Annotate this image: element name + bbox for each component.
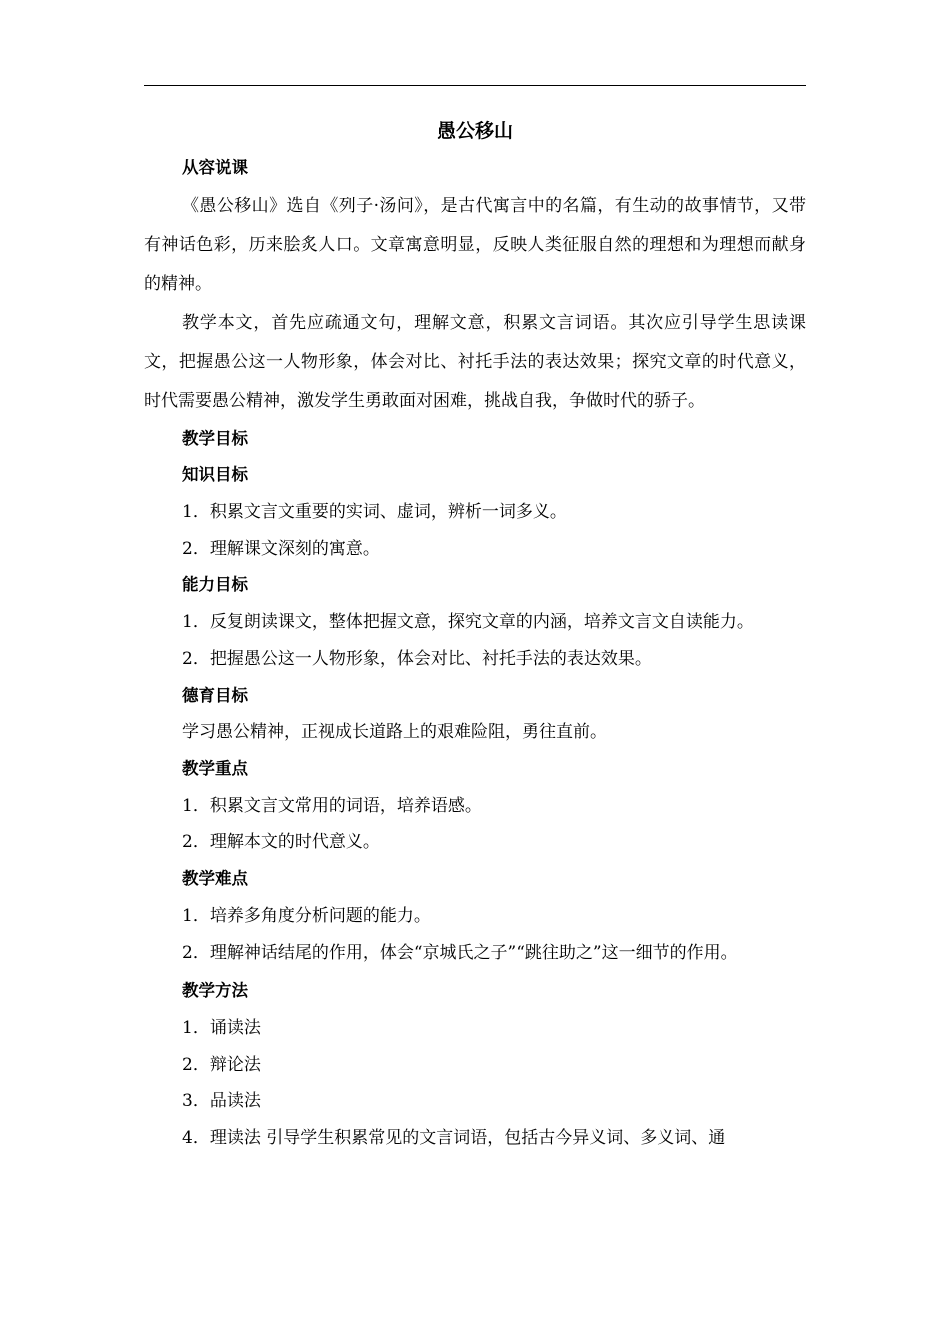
section-heading-methods: 教学方法 [182,981,248,1001]
list-item: 1．反复朗读课文，整体把握文意，探究文章的内涵，培养文言文自读能力。 [182,612,754,633]
list-item: 2．理解本文的时代意义。 [182,832,380,853]
document-title: 愚公移山 [436,120,513,142]
section-heading-key-points: 教学重点 [182,758,248,778]
list-item: 1．培养多角度分析问题的能力。 [182,905,431,926]
section-heading-difficulties: 教学难点 [182,868,248,888]
list-item: 1．积累文言文常用的词语，培养语感。 [182,795,482,816]
list-item: 2．辩论法 [182,1054,261,1075]
header-rule [144,85,806,86]
list-item: 3．品读法 [182,1091,261,1112]
subheading-knowledge: 知识目标 [182,465,248,485]
list-item: 2．理解课文深刻的寓意。 [182,538,380,559]
section-heading-goals: 教学目标 [182,428,248,448]
list-item: 2．理解神话结尾的作用，体会“京城氏之子”“跳往助之”这一细节的作用。 [182,943,738,964]
section-heading-intro: 从容说课 [182,158,248,177]
subheading-moral: 德育目标 [182,685,248,705]
list-item: 2．把握愚公这一人物形象，体会对比、衬托手法的表达效果。 [182,648,652,669]
moral-goal-text: 学习愚公精神，正视成长道路上的艰难险阻，勇往直前。 [182,722,607,743]
document-body [144,112,806,1157]
list-item: 1．积累文言文重要的实词、虚词，辨析一词多义。 [182,502,567,523]
intro-paragraph-1: 《愚公移山》选自《列子·汤问》，是古代寓言中的名篇，有生动的故事情节，又带有神话色彩，历来脍炙人口。文章寓意明显，反映人类征服自然的理想和为理想而献身的精神。 [144,195,806,294]
list-item: 1．诵读法 [182,1018,261,1038]
intro-paragraph-2: 教学本文，首先应疏通文句，理解文意，积累文言词语。其次应引导学生思读课文，把握愚公这一人物形象，体会对比、衬托手法的表达效果；探究文章的时代意义，时代需要愚公精神，激发学生勇敢面对困难，挑战自我，争做时代的骄子。 [144,312,806,411]
subheading-ability: 能力目标 [182,575,248,595]
list-item: 4．理读法 引导学生积累常见的文言词语，包括古今异义词、多义词、通 [182,1128,726,1149]
